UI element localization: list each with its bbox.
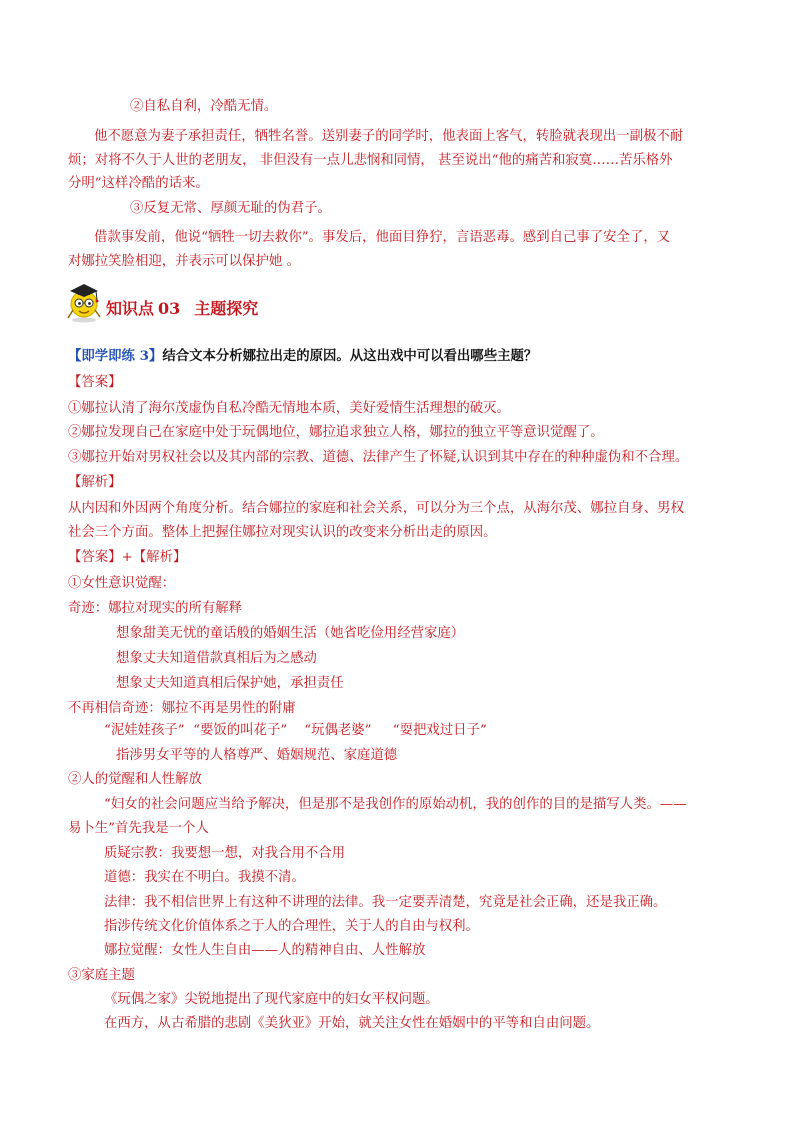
answer-item: ③娜拉开始对男权社会以及其内部的宗教、道德、法律产生了怀疑,认识到其中存在的种种虚伪和不合理。 bbox=[68, 450, 689, 465]
combined-line: 指涉传统文化价值体系之于人的合理性，关于人的自由与权利。 bbox=[104, 919, 479, 934]
answer-label: 【答案】 bbox=[68, 375, 122, 390]
combined-line: 质疑宗教：我要想一想，对我合用不合用 bbox=[104, 846, 346, 861]
combined-line: 想象丈夫知道真相后保护她，承担责任 bbox=[116, 676, 344, 691]
point-3-heading: ③反复无常、厚颜无耻的伪君子。 bbox=[130, 201, 331, 216]
combined-line: ②人的觉醒和人性解放 bbox=[68, 772, 202, 787]
section-heading-title: 主题探究 bbox=[194, 299, 259, 318]
graduate-mascot-icon bbox=[64, 280, 104, 324]
answer-item: ①娜拉认清了海尔茂虚伪自私冷酷无情地本质，美好爱情生活理想的破灭。 bbox=[68, 401, 510, 416]
combined-line: 想象丈夫知道借款真相后为之感动 bbox=[116, 651, 317, 666]
paragraph-line: 烦；对将不久于人世的老朋友， 非但没有一点儿悲悯和同情， 甚至说出“他的痛苦和寂寞……苦乐格外 bbox=[68, 153, 673, 168]
section-heading-number: 03 bbox=[158, 299, 181, 318]
paragraph-line: 对娜拉笑脸相迎，并表示可以保护她 。 bbox=[68, 254, 300, 269]
combined-line: ③家庭主题 bbox=[68, 968, 135, 983]
exercise-question-row bbox=[68, 347, 537, 365]
answer-item: ②娜拉发现自己在家庭中处于玩偶地位，娜拉追求独立人格，娜拉的独立平等意识觉醒了。 bbox=[68, 425, 604, 440]
combined-line: 道德：我实在不明白。我摸不清。 bbox=[104, 870, 305, 885]
combined-line: 法律：我不相信世界上有这种不讲理的法律。我一定要弄清楚，究竟是社会正确，还是我正确。 bbox=[104, 895, 667, 910]
combined-line: 《玩偶之家》尖锐地提出了现代家庭中的妇女平权问题。 bbox=[104, 992, 439, 1007]
combined-line: 在西方，从古希腊的悲剧《美狄亚》开始，就关注女性在婚姻中的平等和自由问题。 bbox=[104, 1016, 600, 1031]
paragraph-line: 他不愿意为妻子承担责任，牺牲名誉。送别妻子的同学时，他表面上客气，转脸就表现出一副极不耐 bbox=[94, 129, 684, 144]
combined-line: 娜拉觉醒：女性人生自由——人的精神自由、人性解放 bbox=[104, 943, 426, 958]
combined-line: “泥娃娃孩子” “要饭的叫花子” “玩偶老婆” “耍把戏过日子” bbox=[104, 723, 487, 738]
combined-line: 指涉男女平等的人格尊严、婚姻规范、家庭道德 bbox=[116, 748, 398, 763]
analysis-line: 从内因和外因两个角度分析。结合娜拉的家庭和社会关系，可以分为三个点，从海尔茂、娜拉自身、男权 bbox=[68, 501, 684, 516]
combined-line: “妇女的社会问题应当给予解决，但是那不是我创作的原始动机，我的创作的目的是描写人类。—— bbox=[104, 797, 687, 812]
analysis-line: 社会三个方面。整体上把握住娜拉对现实认识的改变来分析出走的原因。 bbox=[68, 525, 497, 540]
combined-label: 【答案】+【解析】 bbox=[68, 550, 187, 565]
paragraph-line: 借款事发前，他说“牺牲一切去救你”。事发后，他面目狰狞，言语恶毒。感到自己事了安全了，又 bbox=[94, 230, 671, 245]
combined-line: 易卜生”首先我是一个人 bbox=[68, 821, 209, 836]
section-heading bbox=[106, 299, 258, 319]
combined-line: 想象甜美无忧的童话般的婚姻生活（她省吃俭用经营家庭） bbox=[116, 626, 465, 641]
combined-line: 奇迹：娜拉对现实的所有解释 bbox=[68, 601, 243, 616]
point-2-heading: ②自私自利，冷酷无情。 bbox=[130, 99, 278, 114]
exercise-question: 结合文本分析娜拉出走的原因。从这出戏中可以看出哪些主题？ bbox=[162, 348, 538, 364]
analysis-label: 【解析】 bbox=[68, 475, 122, 490]
exercise-tag: 【即学即练 3】 bbox=[68, 348, 163, 364]
section-heading-label: 知识点 bbox=[106, 299, 155, 318]
paragraph-line: 分明”这样冷酷的话来。 bbox=[68, 176, 209, 191]
combined-line: ①女性意识觉醒： bbox=[68, 576, 176, 591]
combined-line: 不再相信奇迹：娜拉不再是男性的附庸 bbox=[68, 701, 296, 716]
